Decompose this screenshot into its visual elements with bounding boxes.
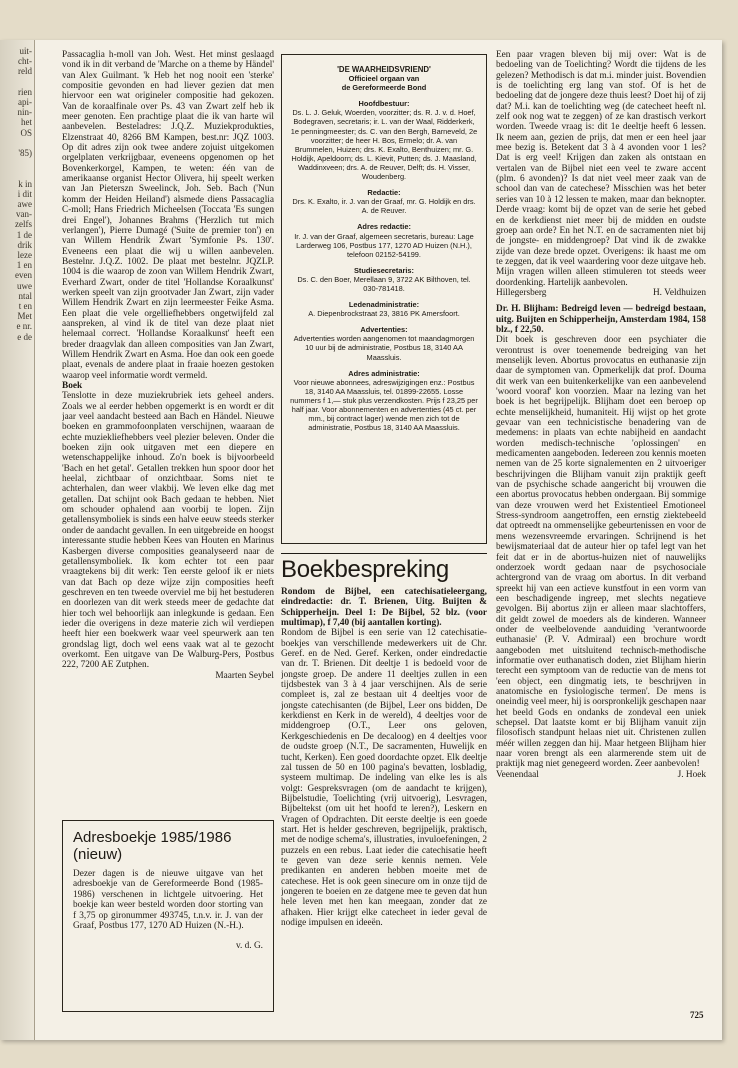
review-heading: Dr. H. Blijham: Bedreigd leven — bedreigd bestaan, uitg. Buijten en Schipperheijn, Amsterdam 1984, 158 blz., f 22,50. [496, 304, 706, 335]
colophon-section-head: Advertenties: [360, 325, 408, 335]
colophon-subtitle: de Gereformeerde Bond [341, 83, 427, 93]
reviewer-signature [496, 770, 706, 780]
colophon-section-text: Advertenties worden aangenomen tot maandagmorgen 10 uur bij de administratie, Postbus 18, 3140 AA Maassluis. [293, 334, 475, 362]
box-title-line: (nieuw) [73, 846, 123, 863]
colophon-box [281, 54, 487, 544]
signature-place: Veenendaal [496, 769, 539, 780]
colophon-section-head: Ledenadministratie: [348, 300, 420, 310]
edge-fragment: e nr. [16, 321, 32, 332]
edge-fragment: uwe [17, 280, 32, 291]
box-title [73, 829, 263, 863]
signature-name: H. Veldhuizen [652, 287, 706, 298]
music-review-paragraph: Passacaglia h-moll van Joh. West. Het minst geslaagd vond ik in dit verband de 'Marche on a theme by Händel' van Alex Guilmant. 'k Heb het nog nooit een 'sterke' compositie gevonden en had liever gezien dat men hiervoor een wat origineler compositie had gekozen. Van de koraalfinale over Ps. 43 van Zwart zelf heb ik meer genoten. Een prachtige plaat die ik van harte wil aanbevelen. Besteladres: J.Q.Z. Muziekprodukties, Elzenstraat 40, 8266 BM Kampen, best.nr: JQZ 1003. Op dit adres zijn ook twee andere zojuist uitgekomen orgelplaten verkrijgbaar, eveneens opgenomen op het Bovenkerkorgel, Kampen, te weten: één van de amerikaanse organist Hector Olivera, hij speelt werken van Jan Pieterszn Sweelinck, Joh. Seb. Bach ('Nun komm der Heiden Heiland') alsmede diens Passacaglia C-moll; Hans Friedrich Micheelsen (Toccata 'Es sungen drei Engel'), Johannes Brahms ('Herzlich tut mich verlangen'), Pierre Dumagé ('Suite de premier ton') en van Willem Hendrik Zwart 'Symfonie Ps. 130'. Eveneens een plaat die wij u willen aanbevelen. Bestelnr. J.Q.Z. 1002. De plaat met bestelnr. JQZLP. 1004 is die waarop de zoon van Willem Hendrik Zwart, Everhard Zwart, onder de titel 'Hollandse Koraalkunst' werken speelt van zijn grootvader Jan Zwart, zijn vader Willem Hendrik Zwart en zijn leermeester Feike Asma. Een plaat die vele orgelliefhebbers ongetwijfeld zal aanspreken, al vind ik de titel van deze plaat niet helemaal correct. 'Hollandse Koraalkunst' heeft een breder draagvlak dan alleen composities van Jan Zwart, Willem Hendrik Zwart en Asma. Hoe dan ook een goede plaat, evenals de andere plaat in fraaie hoezen gestoken waarop veel informatie wordt vermeld. [62, 50, 274, 381]
author-signature: Maarten Seybel [215, 670, 274, 681]
edge-fragment: api- [18, 97, 32, 108]
edge-fragment: uit- [19, 46, 32, 56]
edge-fragment: ntal [18, 290, 32, 301]
review-continuation-column [496, 50, 706, 1015]
colophon-section-head: Hoofdbestuur: [358, 99, 410, 109]
edge-fragment: e de [17, 331, 32, 342]
edge-fragment: OS [20, 127, 32, 138]
edge-fragment: 1 de [16, 229, 32, 240]
edge-fragment [0, 168, 34, 178]
edge-fragment: van- [16, 209, 32, 220]
colophon-sections [290, 99, 478, 432]
page-number: 725 [690, 1010, 704, 1020]
previous-page-edge [0, 40, 35, 1040]
edge-fragment [0, 138, 34, 148]
edge-fragment [0, 158, 34, 168]
edge-fragment: drik [17, 239, 32, 250]
box-text: Dezer dagen is de nieuwe uitgave van het adresboekje van de Gereformeerde Bond (1985-1986) verschenen in lichtgele uitvoering. Het boekje kan weer besteld worden door storting van f 3,75 op gironummer 493745, t.n.v. ir. J. van der Graaf, Postbus 177, 1270 AD Huizen (N.-H.). [73, 869, 263, 932]
colophon-section-head: Redactie: [367, 188, 401, 198]
edge-fragment: '85) [18, 148, 32, 159]
edge-fragment: het [21, 117, 32, 128]
colophon-section-head: Adres redactie: [357, 222, 411, 232]
subheading-boek: Boek [62, 381, 83, 391]
colophon-section-text: Drs. K. Exalto, ir. J. van der Graaf, mr. G. Holdijk en drs. A. de Reuver. [292, 197, 476, 216]
box-title-line: Adresboekje 1985/1986 [73, 829, 232, 846]
adresboekje-notice-box [62, 820, 274, 1012]
edge-fragment: i dit [17, 188, 32, 199]
colophon-section-text: Ds. C. den Boer, Merellaan 9, 3722 AK Bilthoven, tel. 030-781418. [297, 274, 471, 293]
edge-fragment: Met [17, 311, 32, 322]
review-paragraph: Een paar vragen bleven bij mij over: Wat is de bedoeling van de Toelichting? Wordt die tijdens de les gelezen? Methodisch is dat m.i. minder juist. Bovendien is de toelichting erg lang van stof. Of is het de bedoeling dat de jongere deze thuis leest? Doet hij of zij dat? M.i. kan de toelichting weg (de catecheet heeft nl. zelf ook nog wat te zeggen) of ze kan drastisch verkort worden. Tweede vraag is: dit 1e deeltje heeft 6 lessen. Ik neem aan, gezien de prijs, dat men er een heel jaar mee bezig is. Betekent dat 3 à 4 avonden voor 1 les? Dat is erg veel! Krijgen dan zaken als ontstaan en vertalen van de Bijbel niet een veel te zware accent (plm. 6 avonden)? Is dat niet veel meer zaak van de school dan van de catechese? Misschien was het beter series van 10 à 12 lessen te maken, maar dan beknopter. Derde vraag: komt bij de opzet van de serie het gebed en de kerkdienst niet meer bij de midden en oudste groep aan orde? En het N.T. en de sacramenten niet bij de jongste- en middengroep? Dat vind ik de zwakke zijde van deze brede opzet. Overigens: ik haast me om te zeggen, dat ik veel waardering voor deze uitgave heb. Mijn vragen willen alleen stimuleren tot steeds weer doordenking. Hartelijk aanbevolen. [496, 50, 706, 288]
edge-fragment: nin- [17, 107, 32, 118]
signature-name: J. Hoek [677, 769, 706, 780]
section-rule [281, 553, 487, 554]
edge-fragment: zelfs [15, 219, 32, 230]
colophon-section-head: Adres administratie: [348, 368, 420, 378]
colophon-title: 'DE WAARHEIDSVRIEND' [337, 65, 431, 74]
music-review-paragraph: Tenslotte in deze muziekrubriek iets geheel anders. Zoals we al eerder hebben opgemerkt is en wordt er dit jaar veel aandacht besteed aan Bach en Händel. Nieuwe boeken en grammofoonplaten verschijnen, waaraan de echte muziekliefhebbers veel plezier beleven. Onder die boeken zijn ook uitgaven met een diepere en wetenschappelijke inhoud. Zo'n boek is bijvoorbeeld 'Bach en het getal'. Getallen trekken hun spoor door het heelal, zichtbaar of onzichtbaar. Soms niet te achterhalen, dan weer vlakbij. We leven elke dag met getallen. Dat schijnt ook Bach gedaan te hebben. Niet om schouder ophalend aan voorbij te lopen. Zijn getallensymboliek is sinds een halve eeuw steeds sterker onder de aandacht gevallen. In een uitgebreide en hoogst interessante studie hebben Kees van Houten en Marinus Kasbergen diverse composities geanalyseerd naar de getallensymboliek. Ik kom echter tot een paar vraagtekens bij dit werk: Ten eerste geloof ik er niets van dat Bach op deze wijze zijn composities heeft geschreven en ten tweede overviel me bij het bestuderen en doorlezen van dit werk steeds meer de gedachte dat hier toch wel behoorlijk aan inlegkunde is gedaan. Een ieder die overigens in deze materie zich wil verdiepen heeft hier een boekwerk waar veel speurwerk aan ten grondslag ligt, doch wel eens vaak wat al te gezocht overkomt. Een uitgave van De Walburg-Pers, Postbus 222, 7200 AE Zutphen. [62, 391, 274, 671]
section-header-boekbespreking: Boekbespreking [281, 556, 449, 583]
reviewer-signature [496, 288, 706, 298]
edge-fragment: cht- [18, 56, 32, 67]
edge-fragment: 1 en [16, 260, 32, 271]
edge-fragment: awe [17, 199, 32, 210]
edge-fragment: rien [18, 86, 32, 97]
colophon-subtitle: Officieel orgaan van [348, 74, 420, 84]
colophon-section-text: Ir. J. van der Graaf, algemeen secretaris, bureau: Lage Larderweg 106, Postbus 177, 1270 AD Huizen (N.H.), telefoon 02152-54199. [294, 231, 474, 259]
signature-place: Hillegersberg [496, 287, 547, 298]
box-signature: v. d. G. [235, 941, 263, 952]
edge-fragment: leze [17, 250, 32, 261]
colophon-section-head: Studiesecretaris: [354, 265, 414, 275]
colophon-section-text: Voor nieuwe abonnees, adreswijzigingen enz.: Postbus 18, 3140 AA Maassluis, tel. 01899-22655. Losse nummers f 1,— stuk plus verzendkosten. Prijs f 23,25 per half jaar. Voor abonnementen en advertenties (45 ct. per mm., bij contract lager) wende men zich tot de administratie, Postbus 18, 3140 AA Maassluis. [290, 377, 478, 433]
edge-fragment [0, 77, 34, 87]
colophon-section-text: Ds. L. J. Geluk, Woerden, voorzitter; ds. R. J. v. d. Hoef, Bodegraven, secretaris; ir. L. van der Waal, Ridderkerk, 1e penningmeester; ds. C. van den Bergh, Barneveld, 2e voorzitter; de heer H. Bos, Ermelo; dr. A. van Brummelen, Huizen; drs. K. Exalto, Benthuizen; mr. G. Holdijk, Apeldoorn; ds. L. Kievit, Putten; ds. J. Maasland, Waddinxveen; drs. A. de Reuver, Delft; ds. H. Visser, Woudenberg. [290, 108, 478, 182]
edge-fragment: reld [18, 66, 32, 77]
review-body: Rondom de Bijbel is een serie van 12 catechisatie-boekjes van verschillende medewerkers uit de Chr. Geref. en de Ned. Geref. Kerken, onder eindredactie van dr. T. Brienen. Dit deeltje 1 is bedoeld voor de jongste groep. De andere 11 deeltjes zullen in een tijdsbestek van 3 à 4 jaar verschijnen. Als de serie compleet is, zal ze bestaan uit 4 deeltjes voor de jongste catechisanten (de Bijbel, Leer ons bidden, De kerkdienst en Kerk in de wereld), 4 deeltjes voor de middengroep (O.T., Leer ons geloven, Kerkgeschiedenis en De decaloog) en 4 deeltjes voor de oudste groep (N.T., De sacramenten, Huwelijk en tucht, Kerken). Een goed doordachte opzet. Elk deeltje zal tussen de 50 en 100 pagina's bevatten, losbladig, systeem multimap. De indeling van elke les is als volgt: Gespreksvragen (om de aandacht te krijgen), Bijbelstudie, Toelichting (vrij uitvoerig), Lesvragen, Bijbeltekst (om uit het hoofd te leren?), Leskern en Vragen of Opdrachten. Dit eerste deeltje is een goede start. Het is helder geschreven, begrijpelijk, praktisch, met de nodige schema's, illustraties, invuloefeningen, 2 puzzels en een rebus. Laat ieder die catechisatie heeft te geven van deze serie kennis nemen. Vele predikanten en anderen hebben moeite met de catechese. Het is ook geen sinecure om in onze tijd de jongeren te boeien en ze datgene mee te geven dat hun hele leven met hen kan meegaan, zonder dat ze afhaken. Hier krijgt elke catecheet in ieder geval de nodige impulsen en ideeën. [281, 628, 487, 928]
edge-fragment: k in [18, 178, 32, 189]
music-review-column [62, 50, 274, 810]
edge-fragment: t en [18, 301, 32, 312]
colophon-section-text: A. Diepenbrockstraat 23, 3816 PK Amersfoort. [308, 309, 460, 319]
review-paragraph: Dit boek is geschreven door een psychiater die verontrust is over toenemende bedreiging van het menselijk leven. Abortus provocatus en euthanasie zijn daar de symptomen van. Opmerkelijk dat prof. Douma dit werk van een buitenkerkelijke van een aanbevelend 'woord vooraf' kon voorzien. Maar na lezing van het boek is het begrijpelijk. Blijham doet een beroep op echte menselijkheid, humaniteit. Hij wijst op het grote gevaar van een technicistische benadering van de medemens: in plaats van echte nabijheid en aandacht worden medisch-technische 'oplossingen' en medicamenten aangeboden. Iedereen zou kennis moeten nemen van de 25 korte signalementen en 2 uitvoeriger beschrijvingen die Blijham vanuit zijn praktijk geeft van de psychische schade aangericht bij vrouwen die een abortus provocatus hebben ondergaan. Bij sommige van deze vrouwen werd het Existentieel Emotioneel Stress-syndroom aangetroffen, een ernstig ziektebeeld dat optreedt na ommenselijke gebeurtenissen en voor de mens wezensvreemde ervaringen. Schrijnend is het bewijsmateriaal dat de auteur hier op tafel legt van het feit dat er in de abortus-huizen niet of nauwelijks onderzoek wordt gedaan naar de psychosociale achtergrond van de vraag om abortus. In dit verband spreekt hij van een actieve kunstfout in een vorm van een beschadigende ingreep, met slechts negatieve gevolgen. Bij abortus zijn er alleen maar slachtoffers, dit geldt zowel de moeders als de kinderen. Wanneer onder de veelbelovende aanduiding 'verantwoorde euthanasie' (P. V. Admiraal) een brochure wordt aangeboden met uitsluitend technisch-methodische informatie over euthanatisch doden, ziet Blijham hierin terecht een symptoom van de reductie van de mens tot 'een object, een dingmatig iets, te beschrijven in anatomische en fysiologische termen'. De mens is oneindig veel meer, hij is oorspronkelijk geschapen naar het beeld Gods en ondanks de zondeval een uniek schepsel. Dat laatste komt er bij Blijham vanuit zijn filosofisch standpunt helaas niet uit. Christenen zullen méér willen zeggen dan hij. Maar hetgeen Blijham hier naar voren brengt als een alarmerende stem uit de praktijk mag niet genegeerd worden. Zeer aanbevolen! [496, 335, 706, 770]
edge-fragment: even [15, 270, 32, 281]
review-heading: Rondom de Bijbel, een catechisatieleergang, eindredactie: dr. T. Brienen, Uitg. Buijten & Schipperheijn. Deel 1: De Bijbel, 52 blz. (voor multimap), f 7,40 (bij aantallen korting). [281, 587, 487, 629]
book-review-column [281, 587, 487, 1037]
